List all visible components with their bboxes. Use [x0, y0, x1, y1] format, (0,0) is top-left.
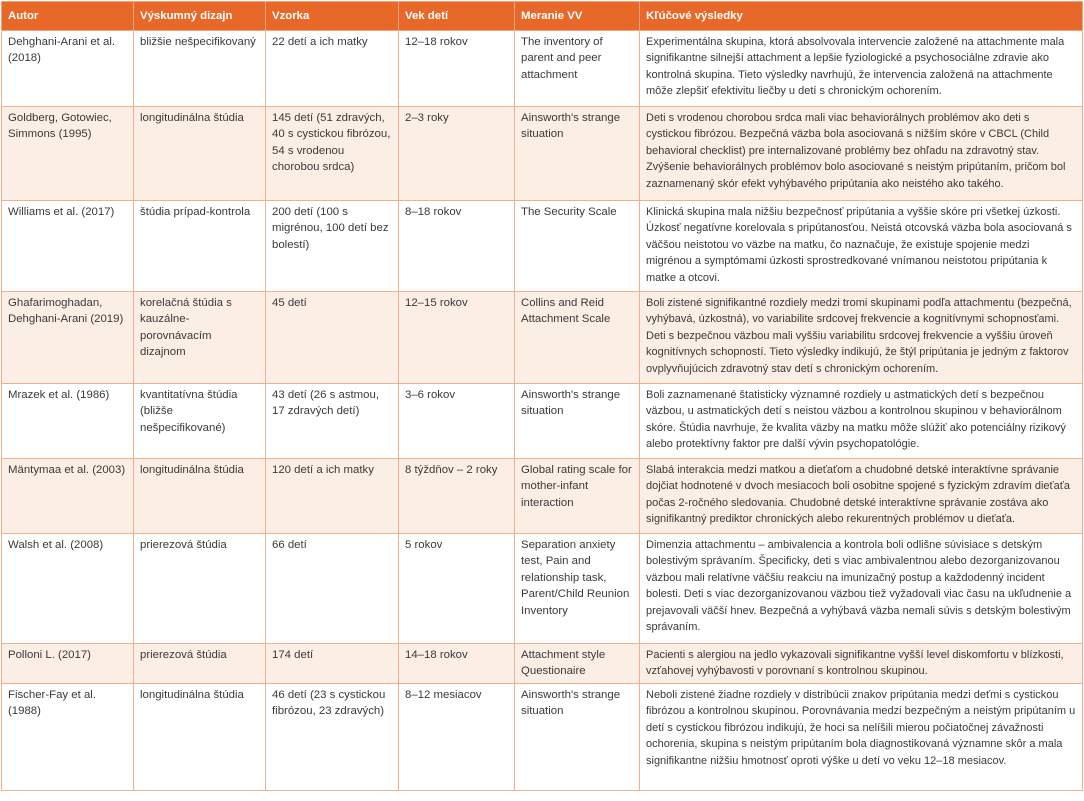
cell-results: Experimentálna skupina, ktorá absolvovala intervencie založené na attachmente mala signifikantne silnejší attachment a lepšie fyziologické a psychosociálne zdravie ako kontrolná skupina. Tieto výsledky navrhujú, že intervencia založená na attachmente môže zlepšiť efektivitu liečby u detí s chronickým ochorením.	[640, 31, 1083, 107]
cell-design: longitudinálna štúdia	[134, 459, 266, 534]
cell-sample: 46 detí (23 s cystickou fibrózou, 23 zdravých)	[266, 684, 399, 791]
table-row	[2, 292, 1083, 384]
cell-author: Fischer-Fay et al. (1988)	[2, 684, 134, 791]
cell-age: 3–6 rokov	[399, 384, 515, 459]
cell-results: Dimenzia attachmentu – ambivalencia a kontrola boli odlišne súvisiace s detským bolestivým správaním. Špecificky, deti s viac ambivalentnou alebo dezorganizovanou väzbou mali relatívne väčšiu reakciu na imunizačný postup a každodenný incident bolesti. Deti s viac dezorganizovanou väzbou tiež vyžadovali viac času na ukľudnenie a prejavovali väčší hnev. Bezpečná a vyhýbavá väzba nemali súvis s detským bolestivým správaním.	[640, 534, 1083, 644]
table-row	[2, 384, 1083, 459]
cell-results: Deti s vrodenou chorobou srdca mali viac behaviorálnych problémov ako deti s cystickou fibrózou. Bezpečná väzba bola asociovaná s nižším skóre v CBCL (Child behavioral checklist) pre internalizované problémy bez ohľadu na zdravotný stav. Zvýšenie behaviorálnych problémov bolo asociované s neistým pripútaním, pričom bol zaznamenaný skór efekt vyhýbavého pripútania ako neistého ako takého.	[640, 107, 1083, 201]
cell-measure: Ainsworth's strange situation	[515, 684, 640, 791]
cell-author: Dehghani-Arani et al. (2018)	[2, 31, 134, 107]
table-row	[2, 684, 1083, 791]
cell-design: longitudinálna štúdia	[134, 107, 266, 201]
header-design: Výskumný dizajn	[134, 2, 266, 31]
cell-author: Mäntymaa et al. (2003)	[2, 459, 134, 534]
header-sample: Vzorka	[266, 2, 399, 31]
cell-design: longitudinálna štúdia	[134, 684, 266, 791]
cell-design: korelačná štúdia s kauzálne-porovnávacím dizajnom	[134, 292, 266, 384]
cell-author: Mrazek et al. (1986)	[2, 384, 134, 459]
cell-design: štúdia prípad-kontrola	[134, 201, 266, 292]
cell-sample: 22 detí a ich matky	[266, 31, 399, 107]
cell-age: 5 rokov	[399, 534, 515, 644]
cell-results: Neboli zistené žiadne rozdiely v distribúcii znakov pripútania medzi deťmi s cystickou fibrózou a kontrolnou skupinou. Porovnávania medzi bezpečným a neistým pripútaním u detí s cystickou fibrózou indikujú, že hoci sa nelíšili mierou počiatočnej závažnosti ochorenia, skupina s neistým pripútaním bola diagnostikovaná významne skôr a mala signifikantne nižšiu hmotnosť oproti výške u detí vo veku 12–18 mesiacov.	[640, 684, 1083, 791]
cell-measure: Separation anxiety test, Pain and relationship task, Parent/Child Reunion Inventory	[515, 534, 640, 644]
table-row	[2, 534, 1083, 644]
cell-results: Pacienti s alergiou na jedlo vykazovali signifikantne vyšší level diskomfortu v blízkosti, vzťahovej vyhýbavosti v porovnaní s kontrolnou skupinou.	[640, 644, 1083, 684]
cell-measure: The Security Scale	[515, 201, 640, 292]
table-header	[2, 2, 1083, 31]
header-measure: Meranie VV	[515, 2, 640, 31]
cell-measure: The inventory of parent and peer attachment	[515, 31, 640, 107]
cell-sample: 66 detí	[266, 534, 399, 644]
cell-author: Goldberg, Gotowiec, Simmons (1995)	[2, 107, 134, 201]
cell-author: Polloni L. (2017)	[2, 644, 134, 684]
table-row	[2, 31, 1083, 107]
cell-age: 2–3 roky	[399, 107, 515, 201]
cell-results: Boli zistené signifikantné rozdiely medzi tromi skupinami podľa attachmentu (bezpečná, vyhýbavá, úzkostná), vo variabilite srdcovej frekvencie a kognitívnymi schopnosťami. Deti s bezpečnou väzbou mali vyššiu variabilitu srdcovej frekvencie a vyššiu úroveň kognitívnych schopností. Tieto výsledky indikujú, že štýl pripútania je jedným z faktorov ovplyvňujúcich zdravotný stav detí s chronickým ochorením.	[640, 292, 1083, 384]
cell-age: 12–18 rokov	[399, 31, 515, 107]
cell-age: 14–18 rokov	[399, 644, 515, 684]
cell-measure: Collins and Reid Attachment Scale	[515, 292, 640, 384]
cell-design: bližšie nešpecifikovaný	[134, 31, 266, 107]
cell-author: Ghafarimoghadan, Dehghani-Arani (2019)	[2, 292, 134, 384]
cell-design: prierezová štúdia	[134, 534, 266, 644]
cell-sample: 145 detí (51 zdravých, 40 s cystickou fibrózou, 54 s vrodenou chorobou srdca)	[266, 107, 399, 201]
cell-results: Klinická skupina mala nižšiu bezpečnosť pripútania a vyššie skóre pri všetkej úzkosti. Úzkosť negatívne korelovala s pripútanosťou. Neistá otcovská väzba bola asociovaná s väčšou neistotou vo väzbe na matku, čo naznačuje, že existuje spojenie medzi migrénou a symptómami úzkosti sprostredkované vnímanou neistotou pripútania k matke a otcovi.	[640, 201, 1083, 292]
cell-age: 8–18 rokov	[399, 201, 515, 292]
cell-author: Williams et al. (2017)	[2, 201, 134, 292]
cell-results: Boli zaznamenané štatisticky významné rozdiely u astmatických detí s bezpečnou väzbou, u astmatických detí s neistou väzbou a kontrolnou skupinou v behaviorálnom skóre. Štúdia navrhuje, že kvalita väzby na matku môže slúžiť ako potenciálny rizikový alebo protektívny faktor pre další vývin psychopatológie.	[640, 384, 1083, 459]
cell-design: prierezová štúdia	[134, 644, 266, 684]
cell-measure: Attachment style Questionaire	[515, 644, 640, 684]
cell-sample: 45 detí	[266, 292, 399, 384]
cell-sample: 120 detí a ich matky	[266, 459, 399, 534]
header-author: Autor	[2, 2, 134, 31]
table-body	[2, 31, 1083, 791]
cell-age: 8 týždňov – 2 roky	[399, 459, 515, 534]
header-age: Vek detí	[399, 2, 515, 31]
cell-sample: 200 detí (100 s migrénou, 100 detí bez bolestí)	[266, 201, 399, 292]
studies-table	[1, 1, 1083, 791]
header-row	[2, 2, 1083, 31]
header-results: Kľúčové výsledky	[640, 2, 1083, 31]
cell-age: 8–12 mesiacov	[399, 684, 515, 791]
cell-sample: 43 detí (26 s astmou, 17 zdravých detí)	[266, 384, 399, 459]
cell-sample: 174 detí	[266, 644, 399, 684]
cell-author: Walsh et al. (2008)	[2, 534, 134, 644]
cell-measure: Ainsworth's strange situation	[515, 107, 640, 201]
table-row	[2, 644, 1083, 684]
table-row	[2, 459, 1083, 534]
cell-measure: Ainsworth's strange situation	[515, 384, 640, 459]
cell-design: kvantitatívna štúdia (bližše nešpecifikované)	[134, 384, 266, 459]
table-row	[2, 201, 1083, 292]
cell-results: Slabá interakcia medzi matkou a dieťaťom a chudobné detské interaktívne správanie dojčiat hodnotené v dvoch mesiacoch boli osobitne spojené s fyzickým zdravím dieťaťa počas 2-ročného sledovania. Chudobné detské interaktívne správanie zostáva ako signifikantný prediktor chronických alebo rekurentných problémov u dieťaťa.	[640, 459, 1083, 534]
table-row	[2, 107, 1083, 201]
cell-age: 12–15 rokov	[399, 292, 515, 384]
cell-measure: Global rating scale for mother-infant interaction	[515, 459, 640, 534]
